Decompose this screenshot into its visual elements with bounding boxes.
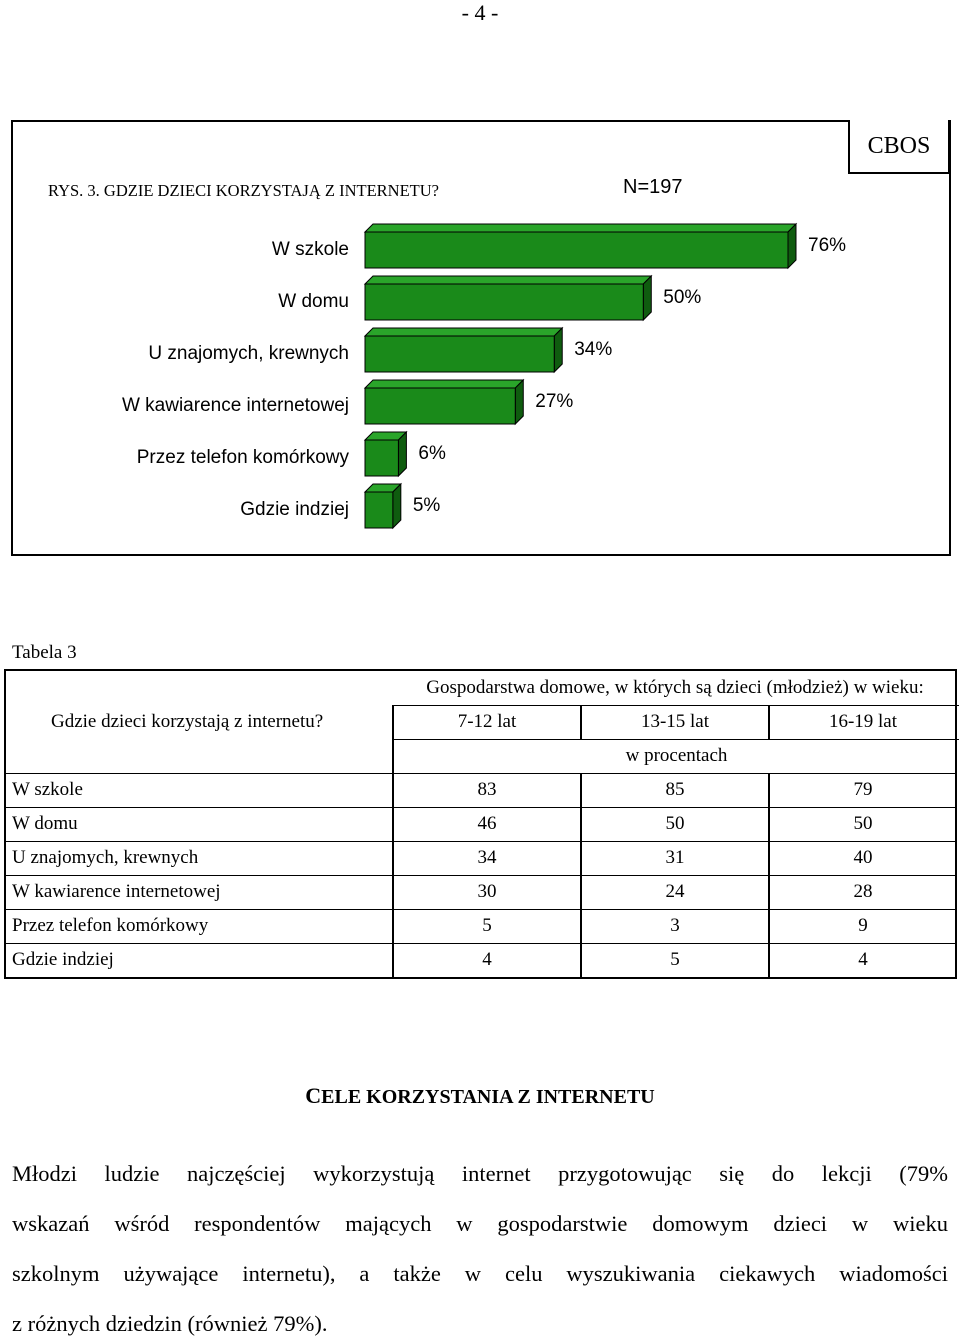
category-label: W domu (278, 291, 349, 312)
row-label: W domu (12, 813, 78, 834)
bars-group (122, 224, 846, 528)
table-cell: 31 (665, 847, 685, 868)
paragraph-line: z różnych dziedzin (również 79%). (12, 1311, 328, 1336)
bar (365, 492, 393, 528)
table-cell: 83 (477, 779, 497, 800)
category-label: Gdzie indziej (240, 499, 349, 520)
bar-top-face (365, 224, 796, 232)
bar-top-face (365, 380, 523, 388)
source-badge: CBOS (848, 120, 950, 174)
category-label: W kawiarence internetowej (121, 395, 349, 416)
section-heading-initial: C (305, 1083, 322, 1108)
bar-side-face (788, 224, 796, 268)
section-heading (0, 1083, 960, 1109)
section-heading-rest: ELE KORZYSTANIA Z INTERNETU (321, 1086, 655, 1108)
bar (365, 440, 398, 476)
table-cell: 40 (853, 847, 873, 868)
bar (365, 284, 643, 320)
page-number: - 4 - (461, 0, 499, 25)
row-label: Przez telefon komórkowy (12, 915, 209, 936)
paragraph-line: szkolnym używające internetu), a także w celu wyszukiwania ciekawych wiadomości (12, 1261, 948, 1286)
unit-note: w procentach (625, 745, 728, 766)
table-cell: 3 (670, 915, 680, 936)
table-cell: 85 (665, 779, 685, 800)
table-cell: 4 (482, 949, 492, 970)
bar (365, 232, 788, 268)
value-label: 6% (418, 443, 446, 464)
paragraph-line: Młodzi ludzie najczęściej wykorzystują internet przygotowując się do lekcji (79% (12, 1161, 948, 1186)
table-caption: Tabela 3 (12, 642, 77, 663)
category-label: Przez telefon komórkowy (136, 447, 349, 468)
table-question-header: Gdzie dzieci korzystają z internetu? (51, 711, 324, 732)
value-label: 27% (535, 391, 574, 412)
table-cell: 28 (853, 881, 873, 902)
value-label: 34% (574, 339, 613, 360)
table-cell: 50 (665, 813, 685, 834)
bar-top-face (365, 328, 562, 336)
table-cell: 46 (477, 813, 497, 834)
figure-title: RYS. 3. GDZIE DZIECI KORZYSTAJĄ Z INTERNETU? (48, 181, 439, 200)
table-cell: 30 (477, 881, 497, 902)
table-cell: 5 (670, 949, 680, 970)
data-table (4, 669, 957, 979)
bar-top-face (365, 276, 651, 284)
value-label: 50% (663, 287, 702, 308)
row-label: W szkole (12, 779, 83, 800)
age-column-header: 16-19 lat (828, 711, 898, 732)
table-cell: 4 (858, 949, 868, 970)
table-cell: 79 (853, 779, 873, 800)
category-label: W szkole (271, 239, 349, 260)
table-cell: 50 (853, 813, 873, 834)
table-group-header: Gospodarstwa domowe, w których są dzieci (młodzież) w wieku: (426, 677, 924, 698)
age-column-header: 13-15 lat (640, 711, 710, 732)
row-label: Gdzie indziej (12, 949, 114, 970)
table-cell: 9 (858, 915, 868, 936)
age-column-header: 7-12 lat (457, 711, 517, 732)
bar-side-face (398, 432, 406, 476)
table-cell: 24 (665, 881, 685, 902)
value-label: 5% (412, 495, 441, 516)
table-cell: 34 (477, 847, 497, 868)
category-label: U znajomych, krewnych (148, 343, 349, 364)
bar-chart (0, 0, 960, 560)
table-cell: 5 (482, 915, 492, 936)
row-label: U znajomych, krewnych (12, 847, 199, 868)
bar (365, 336, 554, 372)
bar-side-face (515, 380, 523, 424)
sample-size-label: N=197 (623, 176, 683, 198)
bar (365, 388, 515, 424)
bar-side-face (643, 276, 651, 320)
row-label: W kawiarence internetowej (12, 881, 221, 902)
bar-side-face (393, 484, 401, 528)
bar-side-face (554, 328, 562, 372)
paragraph-line: wskazań wśród respondentów mających w gospodarstwie domowym dzieci w wieku (12, 1211, 948, 1236)
value-label: 76% (808, 235, 847, 256)
